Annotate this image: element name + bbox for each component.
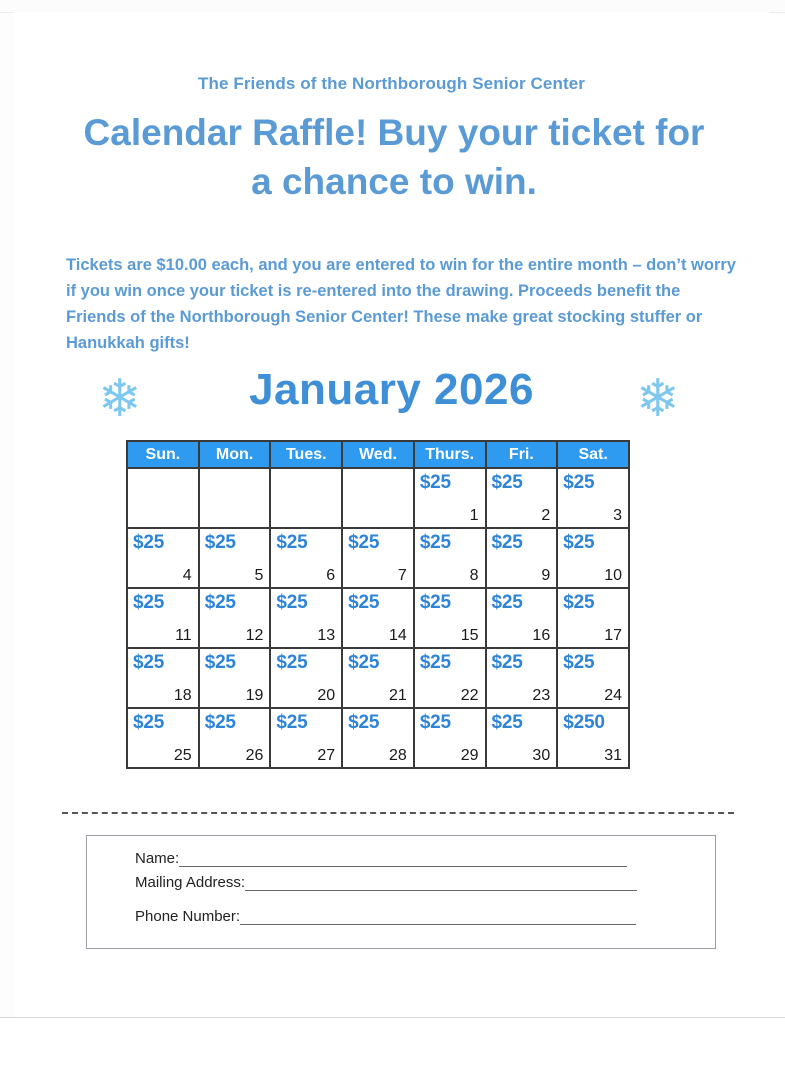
- phone-number-input[interactable]: [240, 911, 636, 925]
- form-row-phone: [135, 908, 636, 925]
- calendar-cell-inner: [415, 709, 485, 767]
- day-number: 20: [317, 687, 336, 704]
- prize-amount: $25: [563, 532, 595, 553]
- prize-amount: $25: [348, 652, 380, 673]
- prize-amount: $25: [204, 592, 236, 613]
- prize-amount: $25: [491, 712, 523, 733]
- day-number: 19: [245, 687, 264, 704]
- calendar-cell-inner: [415, 649, 485, 707]
- prize-amount: $25: [204, 712, 236, 733]
- prize-amount: $25: [419, 532, 451, 553]
- prize-amount: $25: [563, 592, 595, 613]
- calendar-cell-day: [342, 528, 414, 588]
- calendar-cell-inner: [271, 709, 341, 767]
- prize-amount: $25: [133, 652, 165, 673]
- calendar-cell-empty: [127, 468, 199, 528]
- phone-number-label: Phone Number:: [135, 908, 241, 925]
- day-number: 27: [317, 747, 336, 764]
- entry-form: [86, 835, 716, 949]
- calendar-cell-day: [127, 528, 199, 588]
- calendar-cell-day: [557, 468, 629, 528]
- calendar-week-row: [127, 528, 629, 588]
- calendar-cell-day: [486, 528, 558, 588]
- prize-amount: $25: [133, 712, 165, 733]
- prize-amount: $25: [348, 592, 380, 613]
- day-number: 9: [541, 567, 551, 584]
- prize-amount: $25: [419, 652, 451, 673]
- day-number: 3: [613, 507, 622, 524]
- calendar-cell-inner: [128, 709, 198, 767]
- name-input[interactable]: [179, 853, 627, 867]
- prize-amount: $25: [563, 472, 595, 493]
- calendar-cell-day: [557, 528, 629, 588]
- day-number: 6: [326, 567, 336, 584]
- calendar-week-row: [127, 648, 629, 708]
- calendar-cell-inner: [487, 709, 557, 767]
- mailing-address-input[interactable]: [245, 877, 637, 891]
- prize-amount: $25: [419, 712, 451, 733]
- calendar-cell-inner: [343, 529, 413, 587]
- day-number: 13: [317, 627, 336, 644]
- day-number: 4: [182, 567, 192, 584]
- raffle-calendar: [126, 440, 630, 769]
- body-copy: Tickets are $10.00 each, and you are entered to win for the entire month – don’t worry if you win once your ticket is re-entered into the drawing. Proceeds benefit the Friends of the Northborough Senior Center! These make great stocking stuffer or Hanukkah gifts!: [66, 256, 736, 353]
- prize-amount: $25: [348, 712, 380, 733]
- day-number: 21: [389, 687, 407, 704]
- calendar-cell-inner: [487, 469, 557, 527]
- calendar-cell-empty: [199, 468, 271, 528]
- weekday-header-thurs: Thurs.: [414, 441, 486, 468]
- calendar-cell-day: [270, 588, 342, 648]
- calendar-header-row: [127, 441, 629, 468]
- calendar-cell-empty: [270, 468, 342, 528]
- calendar-cell-day: [199, 528, 271, 588]
- prize-amount: $250: [563, 712, 605, 733]
- calendar-cell-inner: [343, 469, 413, 527]
- calendar-cell-inner: [271, 529, 341, 587]
- calendar-cell-day: [486, 708, 558, 768]
- day-number: 2: [541, 507, 551, 524]
- calendar-cell-inner: [271, 649, 341, 707]
- weekday-header-sun: Sun.: [127, 441, 199, 468]
- calendar-cell-day: [270, 528, 342, 588]
- calendar-body: [127, 468, 629, 768]
- cut-here-dashed-line: [62, 812, 734, 814]
- day-number: 30: [532, 747, 551, 764]
- prize-amount: $25: [419, 592, 451, 613]
- calendar-cell-day: [199, 708, 271, 768]
- prize-amount: $25: [491, 592, 523, 613]
- calendar-cell-inner: [128, 649, 198, 707]
- prize-amount: $25: [204, 652, 236, 673]
- day-number: 15: [460, 627, 479, 644]
- calendar-cell-day: [414, 528, 486, 588]
- day-number: 24: [604, 687, 622, 704]
- calendar-cell-day: [486, 588, 558, 648]
- calendar-cell-inner: [200, 709, 270, 767]
- calendar-cell-day: [557, 648, 629, 708]
- calendar-cell-inner: [343, 589, 413, 647]
- scan-edge-left: [0, 0, 15, 1080]
- day-number: 17: [604, 627, 622, 644]
- form-row-address: [135, 874, 637, 891]
- calendar-cell-inner: [343, 649, 413, 707]
- snowflake-icon: ❄: [98, 370, 142, 428]
- day-number: 8: [469, 567, 479, 584]
- calendar-cell-day: [127, 708, 199, 768]
- weekday-header-fri: Fri.: [486, 441, 558, 468]
- calendar-cell-inner: [487, 589, 557, 647]
- prize-amount: $25: [204, 532, 236, 553]
- weekday-header-wed: Wed.: [342, 441, 414, 468]
- mailing-address-label: Mailing Address:: [135, 874, 246, 891]
- day-number: 29: [460, 747, 479, 764]
- calendar-cell-inner: [487, 529, 557, 587]
- snowflake-icon: ❄: [636, 370, 680, 428]
- calendar-cell-inner: [271, 469, 341, 527]
- calendar-cell-inner: [128, 469, 198, 527]
- calendar-cell-day: [199, 588, 271, 648]
- calendar-cell-inner: [558, 649, 628, 707]
- calendar-cell-inner: [200, 589, 270, 647]
- calendar-cell-day: [270, 708, 342, 768]
- calendar-cell-inner: [271, 589, 341, 647]
- day-number: 28: [389, 747, 407, 764]
- day-number: 14: [389, 627, 407, 644]
- prize-amount: $25: [419, 472, 451, 493]
- calendar-week-row: [127, 468, 629, 528]
- calendar-cell-inner: [200, 529, 270, 587]
- form-row-name: [135, 850, 627, 867]
- prize-amount: $25: [491, 532, 523, 553]
- calendar-cell-inner: [415, 529, 485, 587]
- calendar-cell-day: [414, 648, 486, 708]
- day-number: 18: [173, 687, 192, 704]
- day-number: 10: [604, 567, 622, 584]
- weekday-header-mon: Mon.: [199, 441, 271, 468]
- calendar-cell-inner: [487, 649, 557, 707]
- calendar-cell-day: [342, 708, 414, 768]
- calendar-week-row: [127, 708, 629, 768]
- prize-amount: $25: [491, 652, 523, 673]
- page-title: Calendar Raffle! Buy your ticket for a chance to win.: [83, 112, 705, 202]
- calendar-cell-day: [414, 468, 486, 528]
- day-number: 26: [245, 747, 264, 764]
- calendar-cell-day: [270, 648, 342, 708]
- prize-amount: $25: [133, 532, 165, 553]
- prize-amount: $25: [491, 472, 523, 493]
- calendar-cell-day: [414, 708, 486, 768]
- prize-amount: $25: [276, 532, 308, 553]
- calendar-cell-inner: [415, 589, 485, 647]
- calendar-cell-inner: [415, 469, 485, 527]
- day-number: 11: [175, 627, 192, 644]
- weekday-header-sat: Sat.: [557, 441, 629, 468]
- name-label: Name:: [135, 850, 180, 867]
- calendar-cell-day: [557, 708, 629, 768]
- scan-edge-bottom: [0, 1017, 785, 1080]
- day-number: 12: [245, 627, 264, 644]
- prize-amount: $25: [348, 532, 380, 553]
- flyer-sheet: [14, 12, 769, 1017]
- calendar-cell-day: [486, 468, 558, 528]
- day-number: 1: [469, 507, 479, 524]
- calendar-cell-inner: [558, 589, 628, 647]
- day-number: 31: [604, 747, 622, 764]
- weekday-header-tues: Tues.: [270, 441, 342, 468]
- day-number: 22: [460, 687, 479, 704]
- calendar-week-row: [127, 588, 629, 648]
- prize-amount: $25: [276, 712, 308, 733]
- day-number: 25: [173, 747, 192, 764]
- calendar-cell-day: [127, 588, 199, 648]
- prize-amount: $25: [563, 652, 595, 673]
- calendar-cell-inner: [128, 589, 198, 647]
- organization-line: The Friends of the Northborough Senior Center: [198, 74, 585, 93]
- prize-amount: $25: [276, 592, 308, 613]
- calendar-cell-day: [127, 648, 199, 708]
- month-title: January 2026: [249, 365, 534, 414]
- calendar-cell-inner: [200, 469, 270, 527]
- calendar-cell-day: [486, 648, 558, 708]
- calendar-cell-inner: [558, 469, 628, 527]
- calendar-cell-day: [414, 588, 486, 648]
- day-number: 7: [397, 567, 407, 584]
- calendar-cell-day: [342, 588, 414, 648]
- day-number: 23: [532, 687, 551, 704]
- calendar-cell-day: [199, 648, 271, 708]
- calendar-cell-empty: [342, 468, 414, 528]
- calendar-cell-day: [342, 648, 414, 708]
- calendar-cell-inner: [558, 709, 628, 767]
- prize-amount: $25: [276, 652, 308, 673]
- calendar-cell-inner: [200, 649, 270, 707]
- calendar-cell-day: [557, 588, 629, 648]
- calendar-cell-inner: [128, 529, 198, 587]
- calendar-cell-inner: [343, 709, 413, 767]
- prize-amount: $25: [133, 592, 165, 613]
- calendar-cell-inner: [558, 529, 628, 587]
- day-number: 5: [254, 567, 264, 584]
- day-number: 16: [532, 627, 551, 644]
- month-header: [14, 367, 769, 439]
